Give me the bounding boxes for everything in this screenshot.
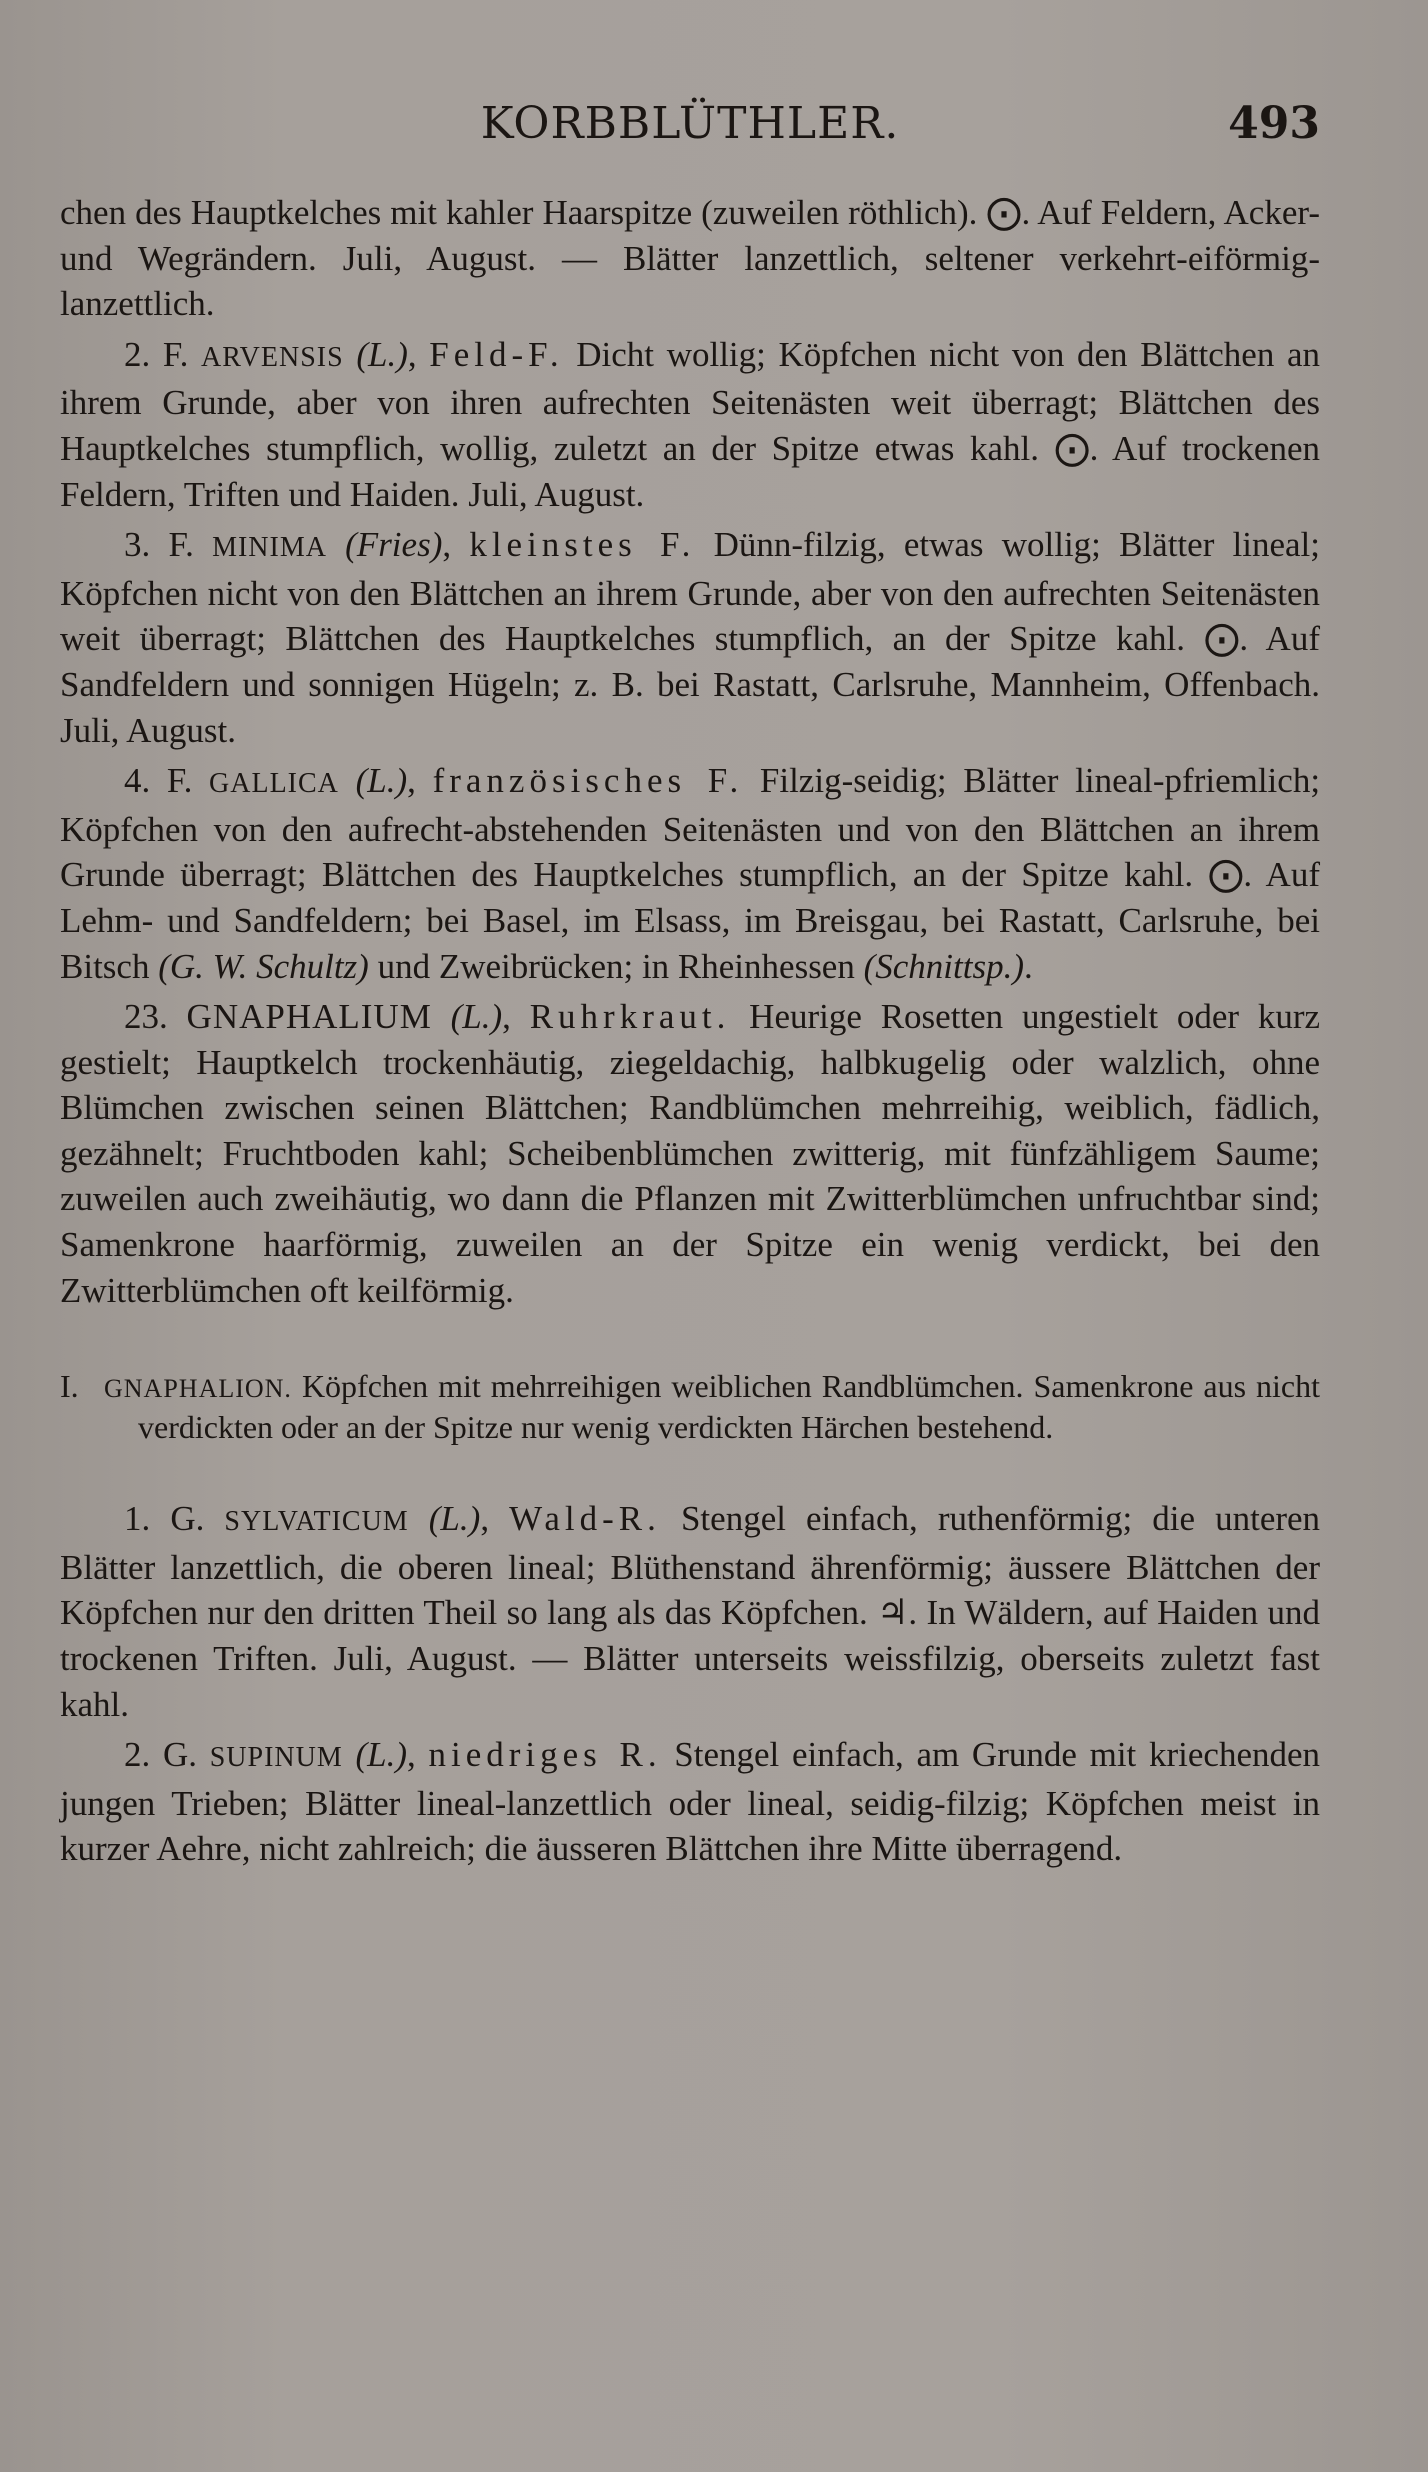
genus-name: GNAPHALIUM bbox=[186, 997, 432, 1037]
sentence-end: . bbox=[1024, 946, 1033, 986]
german-name: französisches F. bbox=[432, 761, 744, 801]
species-entry-arvensis: 2. F. ARVENSIS (L.), Feld-F. Dicht wollig; Köpfchen nicht von den Blättchen an ihrem Grunde, aber von ihren aufrechten Seitenästen weit überragt; Blättchen des Hauptkelches stumpflich, wollig, zuletzt an der Spitze etwas kahl. ⨀. Auf trockenen Feldern, Triften und Haiden. Juli, August. bbox=[60, 334, 1321, 514]
author-citation: (L.) bbox=[450, 997, 503, 1037]
latin-name: SUPINUM bbox=[209, 1742, 343, 1774]
species-entry-sylvaticum: 1. G. SYLVATICUM (L.), Wald-R. Stengel einfach, ruthenförmig; die unteren Blätter lanzettlich, die oberen lineal; Blüthenstand ährenförmig; äussere Blättchen der Köpfchen nur den dritten Theil so lang als das Köpfchen. ♃. In Wäldern, auf Haiden und trockenen Triften. Juli, August. — Blätter unterseits weissfilzig, oberseits zuletzt fast kahl. bbox=[60, 1499, 1321, 1724]
page-header bbox=[60, 98, 1320, 158]
latin-name: SYLVATICUM bbox=[224, 1506, 409, 1538]
german-name: Feld-F. bbox=[429, 334, 564, 374]
species-number: 3. F. bbox=[124, 525, 194, 565]
german-name: kleinstes F. bbox=[469, 525, 696, 565]
author-citation: (L.) bbox=[355, 1735, 407, 1775]
author-citation: (Fries) bbox=[345, 525, 443, 565]
german-name: Ruhrkraut. bbox=[529, 997, 731, 1037]
species-description: Stengel einfach, am Grunde mit kriechenden jungen Trieben; Blätter lineal-lanzettlich oder lineal, seidig-filzig; Köpfchen meist in kurzer Aehre, nicht zahlreich; die äusseren Blättchen ihre Mitte überragend. bbox=[60, 1735, 1321, 1869]
genus-entry-gnaphalium: 23. GNAPHALIUM (L.), Ruhrkraut. Heurige Rosetten ungestielt oder kurz gestielt; Hauptkelch trockenhäutig, ziegeldachig, halbkugelig oder walzlich, ohne Blümchen zwischen seinen Blättchen; Randblümchen mehrreihig, weiblich, fädlich, gezähnelt; Fruchtboden kahl; Scheibenblümchen zwitterig, mit fünfzähligem Saume; zuweilen auch zweihäutig, wo dann die Pflanzen mit Zwitterblümchen unfruchtbar sind; Samenkrone haarförmig, zuweilen an der Spitze ein wenig verdickt, bei den Zwitterblümchen oft keilförmig. bbox=[60, 997, 1321, 1310]
page-body bbox=[60, 190, 1320, 1872]
subgenus-number: I. bbox=[60, 1368, 79, 1405]
species-number: 2. G. bbox=[124, 1735, 197, 1775]
subgenus-description: Köpfchen mit mehrreihigen weiblichen Randblümchen. Samenkrone aus nicht verdickten oder an der Spitze nur wenig verdickten Härchen bestehend. bbox=[138, 1368, 1321, 1446]
subgenus-entry bbox=[60, 1367, 1320, 1446]
continued-paragraph bbox=[60, 190, 1320, 327]
species-description: Filzig-seidig; Blätter lineal-pfriemlich; Köpfchen von den aufrecht-abstehenden Seitenästen und von den Blättchen an ihrem Grunde überragt; Blättchen des Hauptkelches stumpflich, an der Spitze kahl. ⨀. Auf Lehm- und Sandfeldern; bei Basel, im Elsass, im Breisgau, bei Rastatt, Carlsruhe, bei Bitsch bbox=[60, 761, 1321, 986]
subgenus-name: GNAPHALION. bbox=[104, 1374, 292, 1404]
german-name: niedriges R. bbox=[428, 1735, 662, 1775]
species-entry-gallica: 4. F. GALLICA (L.), französisches F. Filzig-seidig; Blätter lineal-pfriemlich; Köpfchen von den aufrecht-abstehenden Seitenästen und von den Blättchen an ihrem Grunde überragt; Blättchen des Hauptkelches stumpflich, an der Spitze kahl. ⨀. Auf Lehm- und Sandfeldern; bei Basel, im Elsass, im Breisgau, bei Rastatt, Carlsruhe, bei Bitsch (G. W. Schultz) und Zweibrücken; in Rheinhessen (Schnittsp.). bbox=[60, 761, 1321, 986]
paragraph-text: chen des Hauptkelches mit kahler Haarspitze (zuweilen röthlich). ⨀. Auf Feldern, Acker- und Wegrändern. Juli, August. — Blätter lanzettlich, seltener verkehrt-eiförmig-lanzettlich. bbox=[60, 193, 1320, 324]
species-number: 4. F. bbox=[124, 761, 193, 801]
species-description-cont: und Zweibrücken; in Rheinhessen bbox=[377, 946, 855, 986]
collector-reference: (G. W. Schultz) bbox=[158, 946, 369, 986]
species-description: Dicht wollig; Köpfchen nicht von den Blättchen an ihrem Grunde, aber von ihren aufrechten Seitenästen weit überragt; Blättchen des Hauptkelches stumpflich, wollig, zuletzt an der Spitze etwas kahl. ⨀. Auf trockenen Feldern, Triften und Haiden. Juli, August. bbox=[60, 334, 1321, 514]
author-citation: (L.) bbox=[428, 1499, 481, 1539]
genus-description: Heurige Rosetten ungestielt oder kurz gestielt; Hauptkelch trockenhäutig, ziegeldachig, halbkugelig oder walzlich, ohne Blümchen zwischen seinen Blättchen; Randblümchen mehrreihig, weiblich, fädlich, gezähnelt; Fruchtboden kahl; Scheibenblümchen zwitterig, mit fünfzähligem Saume; zuweilen auch zweihäutig, wo dann die Pflanzen mit Zwitterblümchen unfruchtbar sind; Samenkrone haarförmig, zuweilen an der Spitze ein wenig verdickt, bei den Zwitterblümchen oft keilförmig. bbox=[60, 997, 1321, 1310]
latin-name: MINIMA bbox=[212, 532, 327, 564]
page-number: 493 bbox=[1228, 98, 1320, 149]
running-title: KORBBLÜTHLER. bbox=[480, 98, 900, 149]
collector-reference: (Schnittsp.) bbox=[863, 946, 1024, 986]
genus-number: 23. bbox=[124, 997, 168, 1037]
species-entry-minima: 3. F. MINIMA (Fries), kleinstes F. Dünn-filzig, etwas wollig; Blätter lineal; Köpfchen nicht von den Blättchen an ihrem Grunde, aber von den aufrechten Seitenästen weit überragt; Blättchen des Hauptkelches stumpflich, an der Spitze kahl. ⨀. Auf Sandfeldern und sonnigen Hügeln; z. B. bei Rastatt, Carlsruhe, Mannheim, Offenbach. Juli, August. bbox=[60, 525, 1321, 750]
species-entry-supinum: 2. G. SUPINUM (L.), niedriges R. Stengel einfach, am Grunde mit kriechenden jungen Trieben; Blätter lineal-lanzettlich oder lineal, seidig-filzig; Köpfchen meist in kurzer Aehre, nicht zahlreich; die äusseren Blättchen ihre Mitte überragend. bbox=[60, 1735, 1321, 1869]
species-description: Stengel einfach, ruthenförmig; die unteren Blätter lanzettlich, die oberen lineal; Blüthenstand ährenförmig; äussere Blättchen der Köpfchen nur den dritten Theil so lang als das Köpfchen. ♃. In Wäldern, auf Haiden und trockenen Triften. Juli, August. — Blätter unterseits weissfilzig, oberseits zuletzt fast kahl. bbox=[60, 1499, 1321, 1724]
latin-name: GALLICA bbox=[209, 768, 339, 800]
author-citation: (L.) bbox=[356, 334, 408, 374]
german-name: Wald-R. bbox=[509, 1499, 661, 1539]
species-description: Dünn-filzig, etwas wollig; Blätter lineal; Köpfchen nicht von den Blättchen an ihrem Grunde, aber von den aufrechten Seitenästen weit überragt; Blättchen des Hauptkelches stumpflich, an der Spitze kahl. ⨀. Auf Sandfeldern und sonnigen Hügeln; z. B. bei Rastatt, Carlsruhe, Mannheim, Offenbach. Juli, August. bbox=[60, 525, 1321, 750]
author-citation: (L.) bbox=[355, 761, 408, 801]
species-number: 2. F. bbox=[124, 334, 189, 374]
species-number: 1. G. bbox=[124, 1499, 205, 1539]
latin-name: ARVENSIS bbox=[201, 341, 344, 373]
